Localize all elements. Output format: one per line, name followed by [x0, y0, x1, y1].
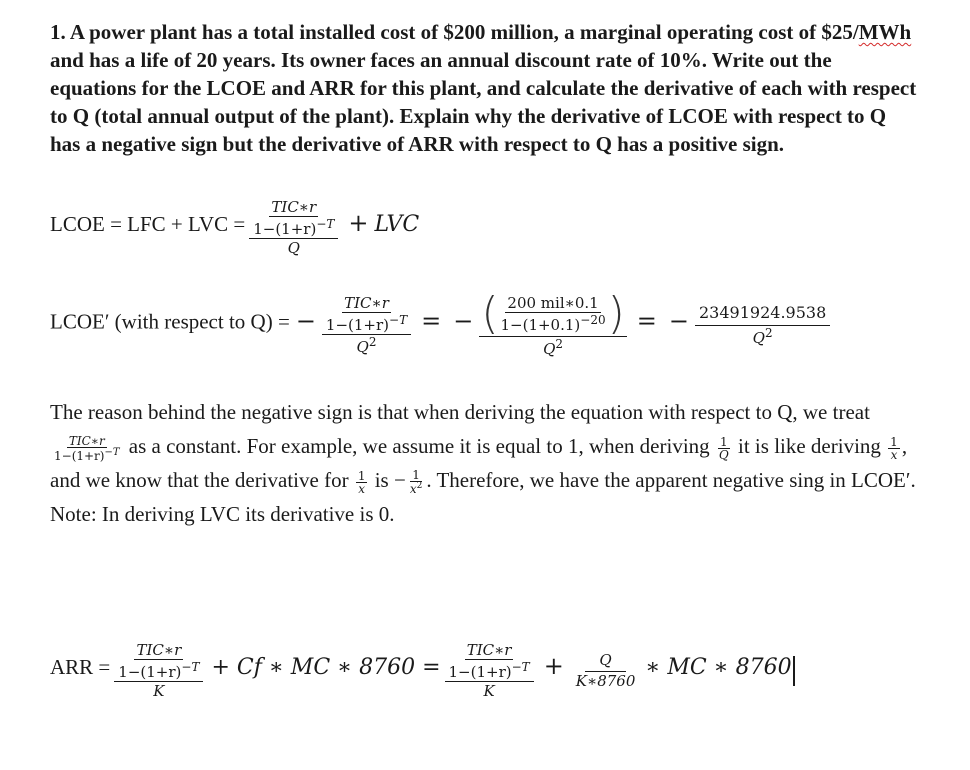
x-symbol: x [409, 482, 417, 497]
inline-fraction-tic [52, 435, 122, 462]
arr-outer-denominator-1: K [153, 682, 165, 700]
derivative-inner-denominator-numeric [498, 313, 607, 334]
arr-inner-den-base: 1−(1+r) [448, 663, 512, 681]
inline-fraction-tic-numerator: TIC∗r [68, 433, 105, 448]
inline-den-exp: −T [104, 446, 120, 458]
q-symbol: Q [356, 338, 369, 356]
arr-inner-den-base: 1−(1+r) [118, 663, 182, 681]
arr-inner-fraction-1 [116, 641, 201, 681]
inline-fraction-denominator [408, 482, 425, 495]
arr-fraction-2 [445, 641, 534, 700]
lcoe-numerator [249, 198, 338, 239]
q-exponent: 2 [555, 337, 564, 351]
explanation-paragraph [50, 395, 925, 531]
inline-fraction-tic-denominator [52, 448, 122, 462]
question-part2: and has a life of 20 years. Its owner faces an annual discount rate of 10%. Write out the equations for the LCOE and ARR for this plant, and calculate the derivative of each with respect to Q (total annual output of the plant). Explain why the derivative of LCOE with respect to Q has a negative sign but the derivative of ARR with respect to Q has a positive sign. [50, 48, 917, 156]
arr-tail-term: ∗ MC ∗ 8760 [645, 655, 792, 681]
derivative-numerator-numeric [479, 288, 626, 339]
spellcheck-word[interactable]: MWh [858, 20, 912, 44]
arr-middle-term: + Cf ∗ MC ∗ 8760 = [211, 655, 441, 681]
derivative-outer-denominator-numeric [541, 337, 565, 358]
inline-fraction-one-over-x-squared [408, 469, 425, 495]
numeric-den-base: 1−(1+0.1) [500, 316, 581, 334]
derivative-numerator-symbolic [322, 294, 411, 335]
arr-inner-denominator-1 [116, 660, 201, 681]
inline-fraction-denominator: Q [718, 447, 729, 462]
arr-inner-numerator-1: TIC∗r [136, 641, 182, 659]
minus-sign: − [453, 306, 474, 335]
arr-inner-den-exp: −T [511, 660, 530, 674]
derivative-inner-fraction-symbolic [324, 294, 409, 334]
arr-denominator-3: K∗8760 [575, 672, 636, 690]
derivative-fraction-numeric [479, 288, 626, 358]
explanation-text-3: it is like deriving [738, 434, 881, 458]
arr-numerator-2 [445, 641, 534, 682]
lcoe-fraction [249, 198, 338, 257]
derivative-inner-den-exp: −T [389, 313, 408, 327]
text-cursor [793, 656, 795, 686]
numeric-numerator-text: 200 mil∗0.1 [507, 294, 599, 312]
arr-inner-numerator-2: TIC∗r [466, 641, 512, 659]
q-exponent: 2 [764, 326, 773, 340]
arr-outer-denominator-2: K [483, 682, 495, 700]
derivative-fraction-result [695, 303, 830, 347]
derivative-fraction-symbolic [322, 294, 411, 356]
equals-sign: = [421, 306, 442, 335]
result-denominator [751, 326, 775, 347]
derivative-inner-numerator-numeric [505, 294, 600, 313]
lcoe-inner-den-exp: −T [316, 217, 335, 231]
inline-fraction-denominator: x [358, 481, 366, 496]
question-part1: 1. A power plant has a total installed cost of $200 million, a marginal operating cost of $25/ [50, 20, 859, 44]
arr-inner-denominator-2 [447, 660, 532, 681]
inline-fraction-one-over-q [717, 436, 731, 461]
inline-fraction-numerator: 1 [357, 468, 366, 483]
derivative-inner-fraction-numeric [498, 294, 607, 334]
arr-equation [50, 641, 795, 700]
numeric-den-exp: −20 [580, 313, 606, 327]
x-exponent: 2 [416, 481, 423, 492]
inline-fraction-one-over-x [356, 470, 368, 495]
arr-numerator-3: Q [585, 651, 625, 672]
arr-numerator-1 [114, 641, 203, 682]
lcoe-equation [50, 198, 419, 257]
equals-sign: = [636, 306, 657, 335]
q-exponent: 2 [368, 335, 377, 349]
minus-sign: − [295, 306, 316, 335]
arr-inner-fraction-2 [447, 641, 532, 681]
lcoe-inner-fraction [251, 198, 336, 238]
lcoe-outer-denominator: Q [287, 239, 300, 257]
lcoe-derivative-equation [50, 288, 830, 358]
lcoe-inner-denominator [251, 217, 336, 238]
result-numerator: 23491924.9538 [695, 303, 830, 326]
inline-fraction-denominator: x [890, 447, 898, 462]
lcoe-plus: + [348, 209, 369, 238]
inline-fraction-numerator: 1 [720, 434, 728, 449]
arr-fraction-3 [574, 651, 638, 690]
lcoe-inner-den-base: 1−(1+r) [253, 220, 317, 238]
q-symbol: Q [752, 329, 765, 347]
derivative-inner-denominator-symbolic [324, 313, 409, 334]
explanation-text-6: . Therefore, we have the apparent negative sing in LCOE′. Note: In deriving LVC its derivative is 0. [50, 468, 916, 526]
arr-label: ARR = [50, 655, 111, 680]
inline-den-base: 1−(1+r) [54, 448, 105, 463]
arr-inner-den-exp: −T [181, 660, 200, 674]
derivative-inner-den-base: 1−(1+r) [325, 316, 390, 334]
explanation-text-4: , and we know that the derivative for [50, 434, 908, 492]
minus-sign: − [668, 306, 689, 335]
left-paren: ( [481, 288, 499, 339]
arr-fraction-1 [114, 641, 203, 700]
derivative-inner-numerator-symbolic: TIC∗r [344, 294, 389, 312]
explanation-text-2: as a constant. For example, we assume it is equal to 1, when deriving [128, 434, 710, 458]
lcoe-inner-numerator: TIC∗r [271, 198, 317, 216]
question-text [50, 18, 920, 158]
lcoe-derivative-label: LCOE′ (with respect to Q) = [50, 309, 290, 334]
explanation-text-5: is − [374, 468, 406, 492]
lcoe-lvc: LVC [374, 212, 420, 238]
inline-fraction-numerator: 1 [412, 468, 420, 483]
q-symbol: Q [543, 340, 556, 358]
inline-fraction-one-over-x [888, 436, 900, 461]
derivative-outer-denominator-symbolic [355, 335, 379, 356]
inline-fraction-numerator: 1 [890, 434, 898, 449]
lcoe-label: LCOE = LFC + LVC = [50, 212, 246, 237]
right-paren: ) [607, 288, 625, 339]
explanation-text-1: The reason behind the negative sign is that when deriving the equation with respect to Q, we treat [50, 400, 870, 424]
arr-plus: + [543, 652, 564, 681]
